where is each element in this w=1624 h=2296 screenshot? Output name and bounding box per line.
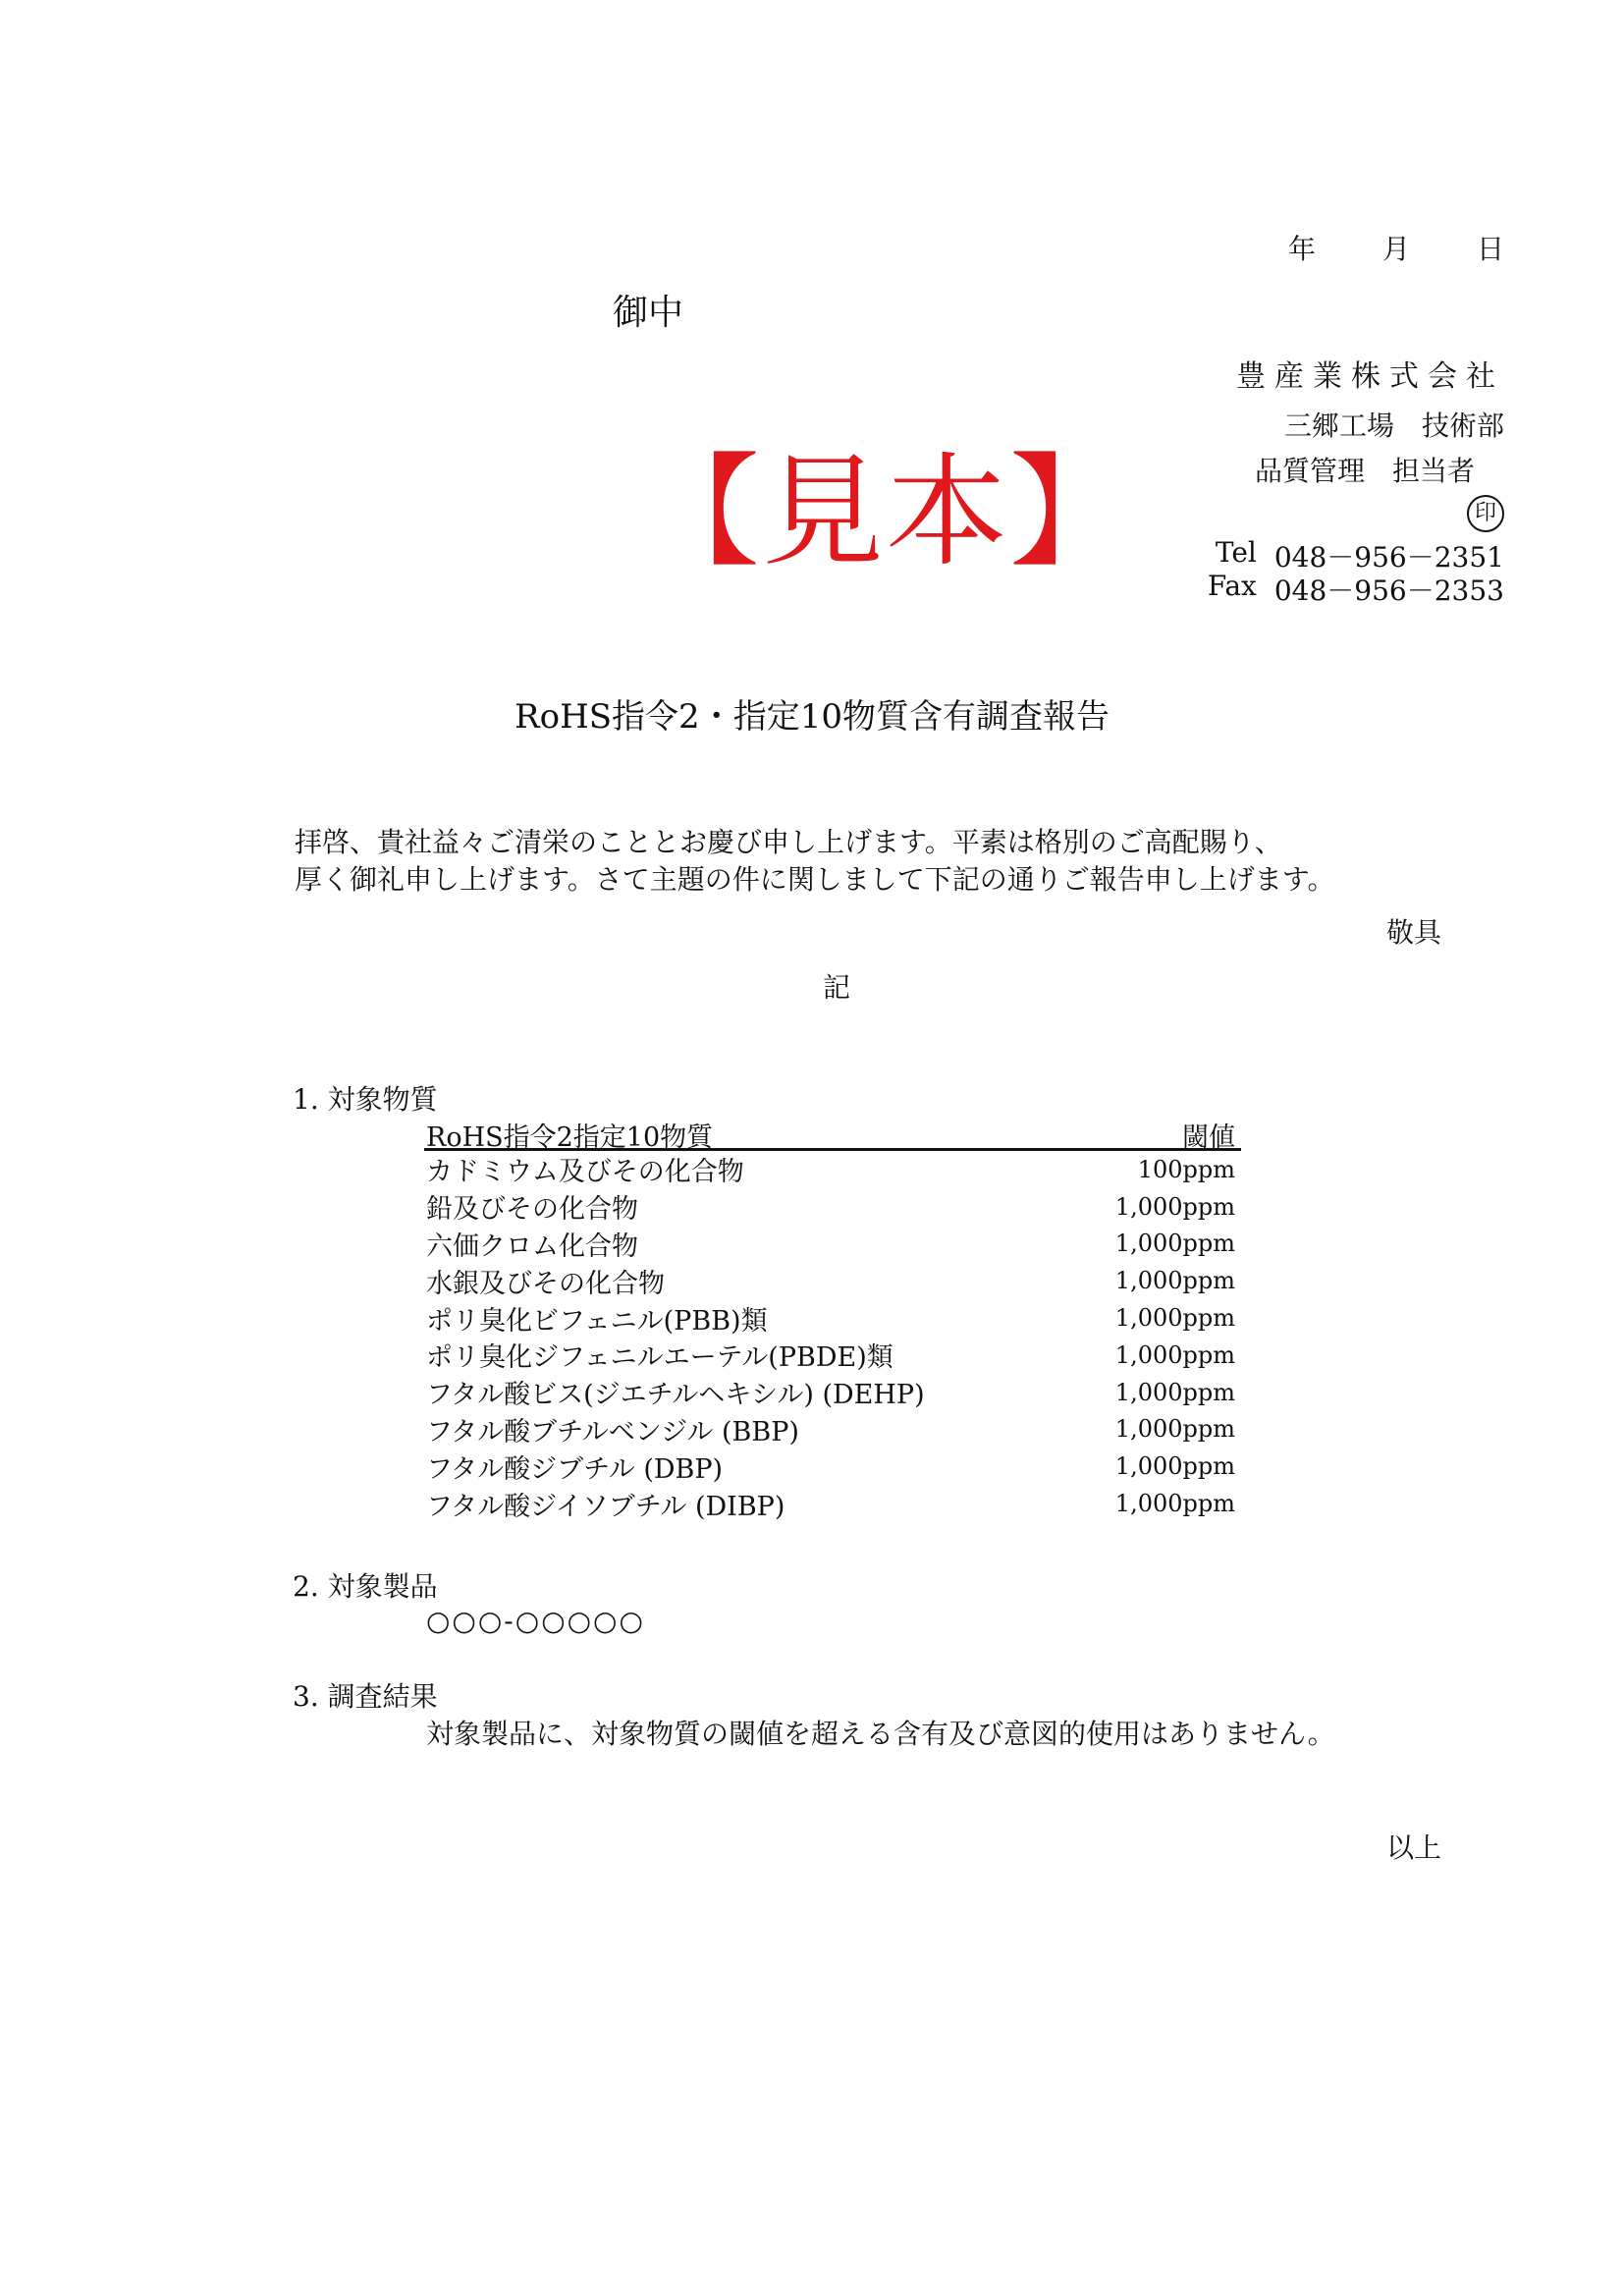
threshold-value: 1,000ppm bbox=[1114, 1340, 1235, 1369]
table-row bbox=[424, 1299, 1241, 1337]
substance-name: ポリ臭化ビフェニル(PBB)類 bbox=[426, 1305, 768, 1337]
table-row bbox=[424, 1262, 1241, 1299]
substance-name: 六価クロム化合物 bbox=[426, 1231, 638, 1262]
threshold-value: 100ppm bbox=[1137, 1155, 1235, 1183]
table-row bbox=[424, 1374, 1241, 1411]
substance-name: フタル酸ビス(ジエチルヘキシル) (DEHP) bbox=[426, 1380, 925, 1411]
substance-name: 水銀及びその化合物 bbox=[426, 1268, 665, 1299]
threshold-value: 1,000ppm bbox=[1114, 1304, 1235, 1333]
table-row bbox=[424, 1151, 1241, 1188]
fax-label: Fax bbox=[1207, 570, 1257, 602]
section-2-heading: 2. 対象製品 bbox=[293, 1570, 438, 1603]
table-row bbox=[424, 1411, 1241, 1449]
body-line-1: 拝啓、貴社益々ご清栄のこととお慶び申し上げます。平素は格別のご高配賜り、 bbox=[295, 826, 1282, 858]
threshold-value: 1,000ppm bbox=[1114, 1267, 1235, 1295]
date-month: 月 bbox=[1381, 233, 1410, 265]
section-1-heading: 1. 対象物質 bbox=[293, 1083, 438, 1116]
end-mark: 以上 bbox=[1385, 1831, 1441, 1864]
date-day: 日 bbox=[1476, 233, 1504, 265]
seal-mark: 印 bbox=[1467, 495, 1504, 532]
date-line bbox=[1288, 228, 1504, 267]
substance-name: 鉛及びその化合物 bbox=[426, 1194, 638, 1226]
closing-keigu: 敬具 bbox=[1385, 916, 1441, 949]
tel-number: 048－956－2351 bbox=[1273, 541, 1504, 574]
document-title: RoHS指令2・指定10物質含有調査報告 bbox=[514, 697, 1110, 737]
fax-number: 048－956－2353 bbox=[1273, 574, 1504, 607]
body-line-2: 厚く御礼申し上げます。さて主題の件に関しまして下記の通りご報告申し上げます。 bbox=[295, 863, 1335, 896]
sender-factory: 三郷工場 技術部 bbox=[1283, 410, 1504, 442]
section-3-heading: 3. 調査結果 bbox=[293, 1680, 438, 1713]
date-year: 年 bbox=[1287, 233, 1316, 265]
col-threshold: 閾値 bbox=[1182, 1122, 1235, 1153]
threshold-value: 1,000ppm bbox=[1114, 1415, 1235, 1444]
table-row bbox=[424, 1337, 1241, 1374]
threshold-value: 1,000ppm bbox=[1114, 1378, 1235, 1406]
threshold-value: 1,000ppm bbox=[1114, 1452, 1235, 1481]
substance-name: ポリ臭化ジフェニルエーテル(PBDE)類 bbox=[426, 1342, 893, 1374]
sender-company: 豊産業株式会社 bbox=[1236, 359, 1504, 394]
table-row bbox=[424, 1485, 1241, 1522]
substance-name: カドミウム及びその化合物 bbox=[426, 1157, 744, 1188]
table-row bbox=[424, 1188, 1241, 1226]
substance-name: フタル酸ジブチル (DBP) bbox=[426, 1453, 724, 1485]
table-row bbox=[424, 1448, 1241, 1485]
table-header bbox=[424, 1116, 1241, 1151]
substance-name: フタル酸ジイソブチル (DIBP) bbox=[426, 1491, 785, 1522]
survey-result: 対象製品に、対象物質の閾値を超える含有及び意図的使用はありません。 bbox=[426, 1718, 1335, 1750]
sender-fax bbox=[1208, 570, 1504, 609]
recipient-suffix: 御中 bbox=[613, 293, 684, 333]
threshold-value: 1,000ppm bbox=[1114, 1230, 1235, 1258]
sample-watermark: 【見本】 bbox=[638, 442, 1134, 583]
threshold-value: 1,000ppm bbox=[1114, 1192, 1235, 1221]
table-row bbox=[424, 1226, 1241, 1263]
sender-person: 品質管理 担当者 bbox=[1254, 455, 1475, 487]
col-substance: RoHS指令2指定10物質 bbox=[426, 1122, 714, 1153]
substance-table bbox=[424, 1116, 1241, 1522]
ki-mark: 記 bbox=[823, 971, 851, 1004]
product-code: ○○○-○○○○○ bbox=[426, 1605, 645, 1637]
threshold-value: 1,000ppm bbox=[1114, 1490, 1235, 1518]
tel-label: Tel bbox=[1215, 536, 1257, 569]
substance-name: フタル酸ブチルベンジル (BBP) bbox=[426, 1416, 799, 1448]
